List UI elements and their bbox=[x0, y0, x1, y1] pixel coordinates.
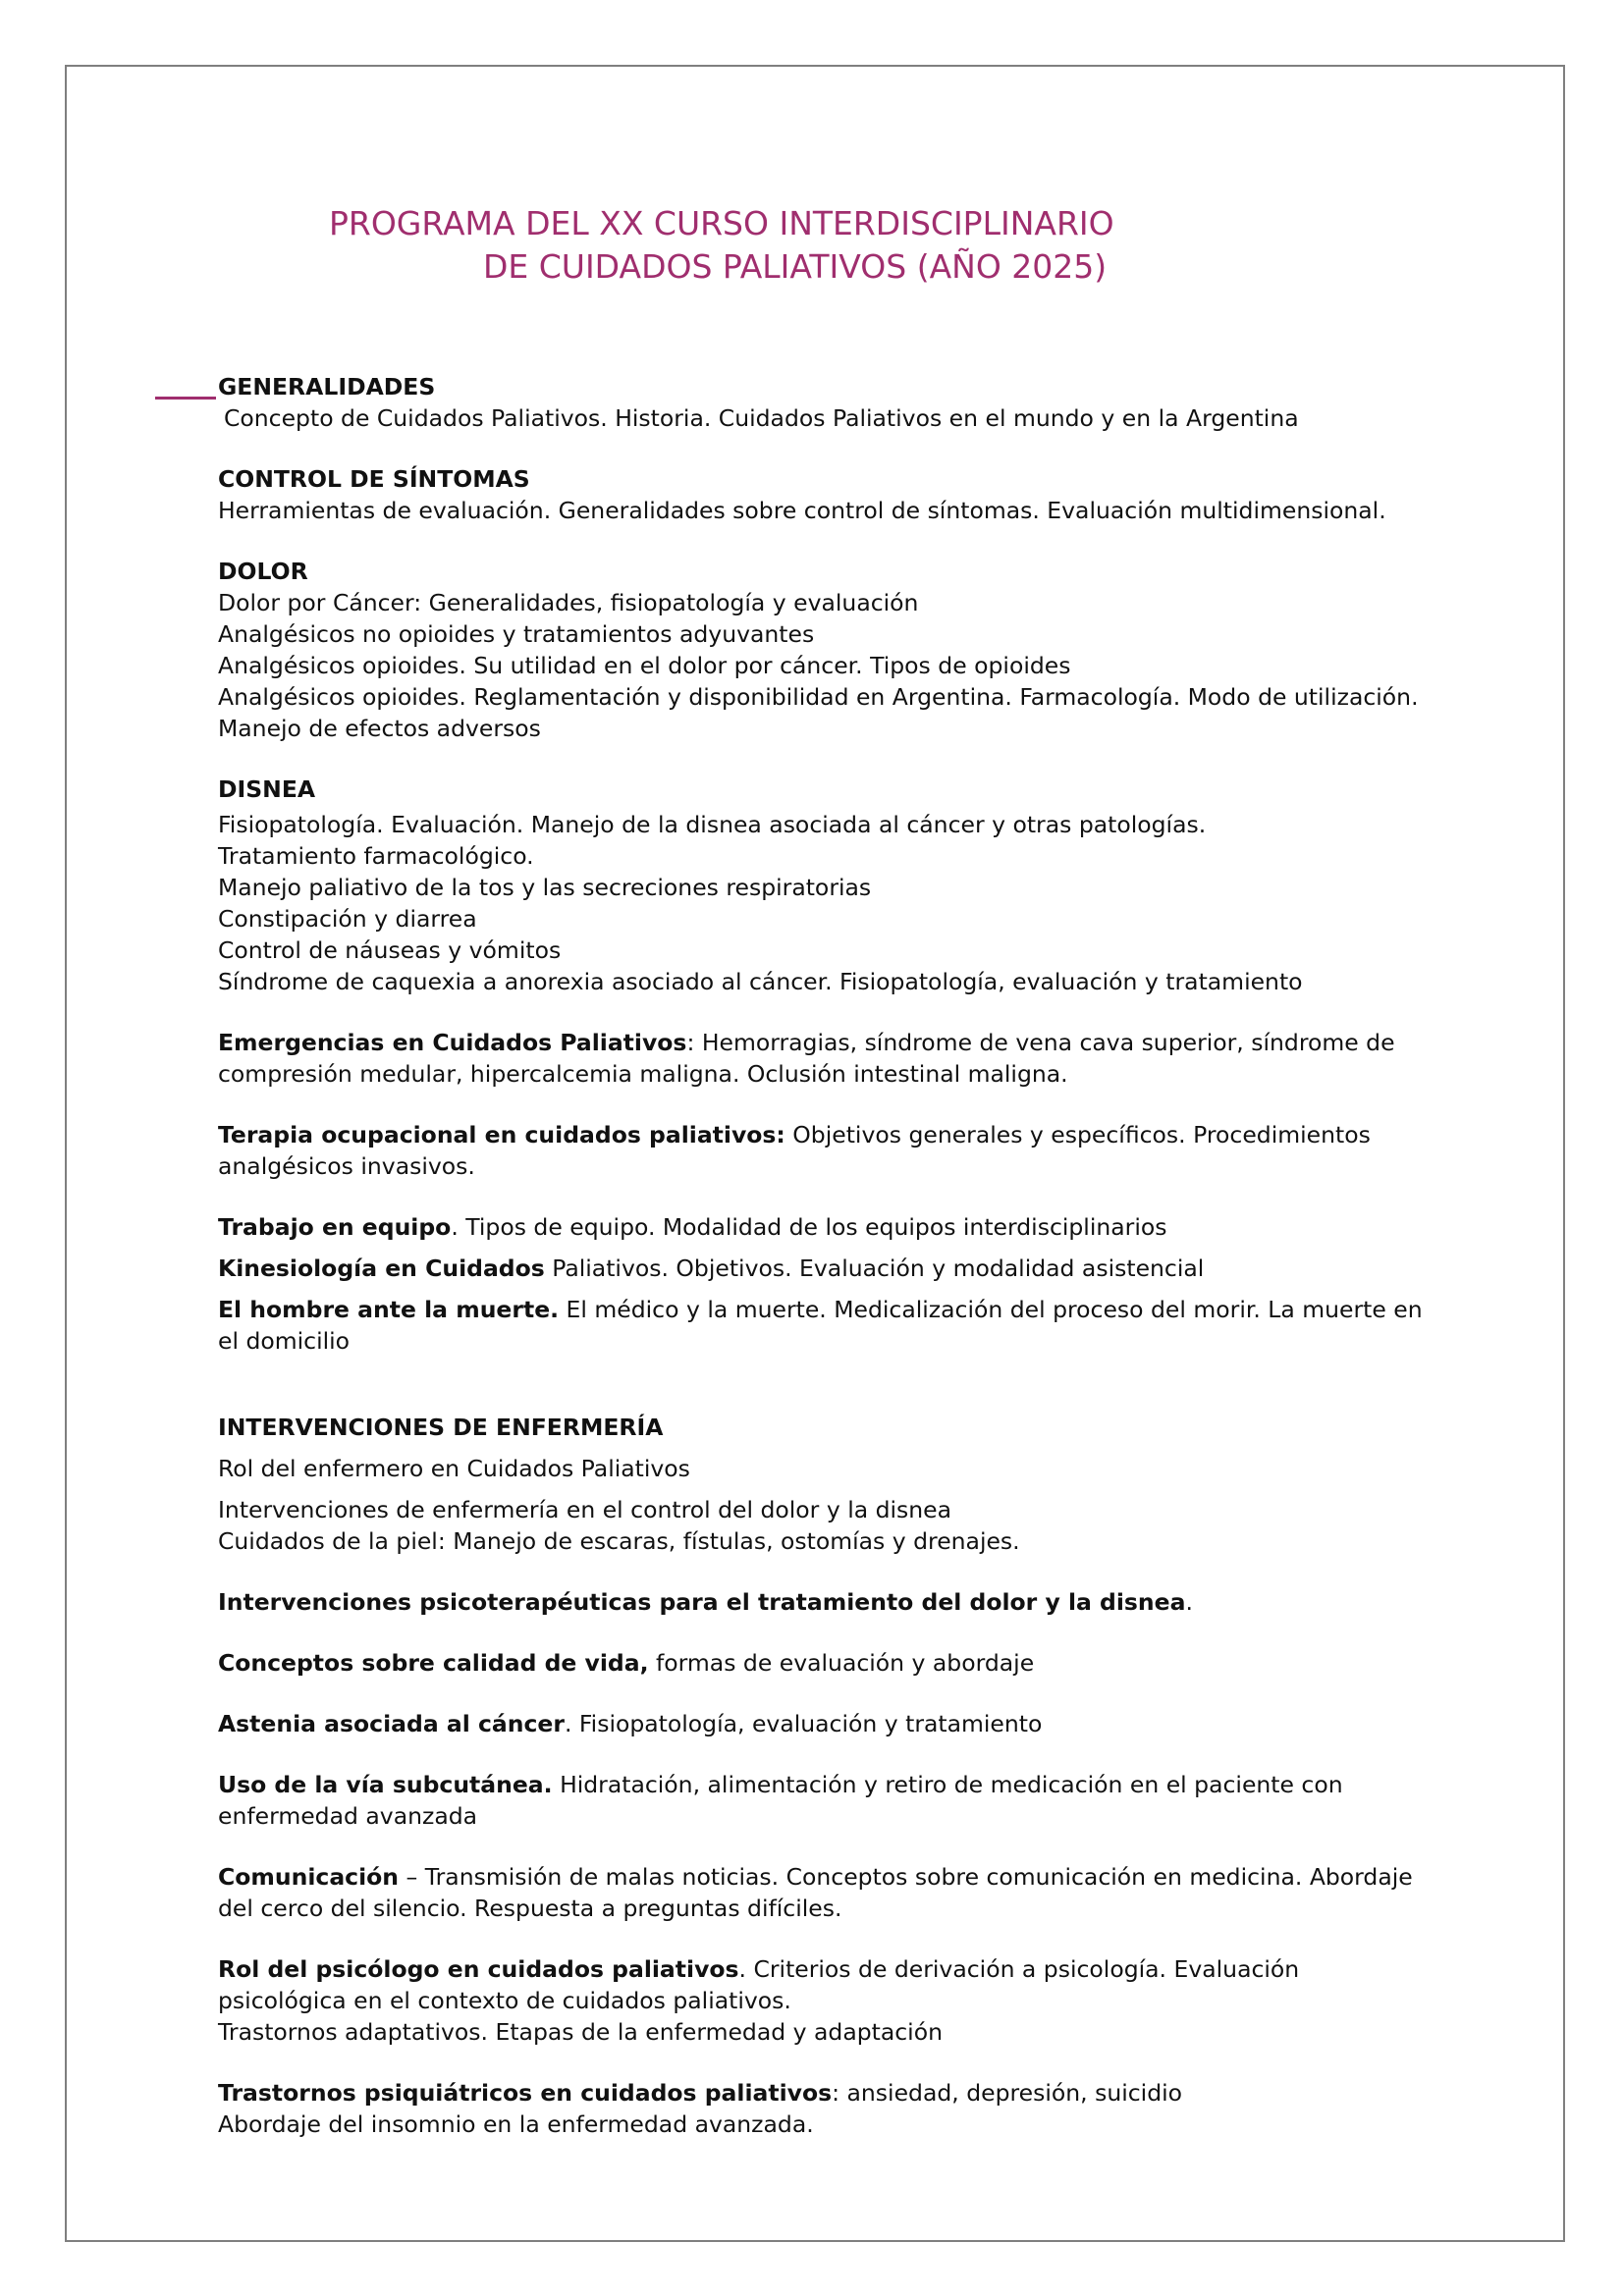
topic-comunicacion bbox=[218, 1861, 1426, 1924]
topic-text: Paliativos. Objetivos. Evaluación y modalidad asistencial bbox=[544, 1255, 1205, 1282]
section-generalidades bbox=[218, 371, 1426, 434]
topic-text: El médico y la muerte. Medicalización del proceso del morir. La muerte en el domicilio bbox=[218, 1296, 1423, 1355]
section-heading bbox=[218, 371, 1426, 402]
section-heading: INTERVENCIONES DE ENFERMERÍA bbox=[218, 1414, 664, 1441]
topic-via-subcutanea bbox=[218, 1769, 1426, 1832]
topic-text: – Transmisión de malas noticias. Conceptos sobre comunicación en medicina. Abordaje del cerco del silencio. Respuesta a preguntas difíciles. bbox=[218, 1863, 1413, 1922]
topic-bold: El hombre ante la muerte. bbox=[218, 1296, 560, 1323]
list-item: Control de náuseas y vómitos bbox=[218, 936, 562, 964]
title-line-2: DE CUIDADOS PALIATIVOS (AÑO 2025) bbox=[483, 247, 1108, 286]
topic-text: . bbox=[1185, 1588, 1193, 1616]
topic-trastornos-psiquiatricos bbox=[218, 2077, 1426, 2140]
topic-bold: Comunicación bbox=[218, 1863, 400, 1891]
topic-calidad-vida bbox=[218, 1647, 1426, 1679]
list-item: Intervenciones de enfermería en el control del dolor y la disnea bbox=[218, 1496, 952, 1523]
list-item: Tratamiento farmacológico. bbox=[218, 842, 534, 870]
list-item: Analgésicos no opioides y tratamientos adyuvantes bbox=[218, 620, 815, 648]
section-text: Herramientas de evaluación. Generalidades sobre control de síntomas. Evaluación multidimensional. bbox=[218, 497, 1386, 524]
topic-line: Abordaje del insomnio en la enfermedad avanzada. bbox=[218, 2110, 814, 2138]
section-heading: DISNEA bbox=[218, 775, 316, 803]
topic-kinesiologia bbox=[218, 1253, 1426, 1284]
list-item: Analgésicos opioides. Reglamentación y disponibilidad en Argentina. Farmacología. Modo de utilización. Manejo de efectos adversos bbox=[218, 683, 1419, 742]
topic-bold: Trastornos psiquiátricos en cuidados paliativos bbox=[218, 2079, 833, 2107]
section-dolor bbox=[218, 556, 1426, 744]
topic-astenia bbox=[218, 1708, 1426, 1739]
topic-bold: Intervenciones psicoterapéuticas para el tratamiento del dolor y la disnea bbox=[218, 1588, 1186, 1616]
topic-text: formas de evaluación y abordaje bbox=[648, 1649, 1035, 1677]
heading-text: GENERALIDADES bbox=[218, 373, 436, 400]
topic-bold: Emergencias en Cuidados Paliativos bbox=[218, 1029, 687, 1056]
topic-text: . Fisiopatología, evaluación y tratamiento bbox=[564, 1710, 1043, 1737]
section-text: Concepto de Cuidados Paliativos. Historia. Cuidados Paliativos en el mundo y en la Argentina bbox=[224, 404, 1299, 432]
topic-bold: Terapia ocupacional en cuidados paliativos: bbox=[218, 1121, 785, 1148]
section-enfermeria bbox=[218, 1412, 1426, 1557]
topic-bold: Uso de la vía subcutánea. bbox=[218, 1771, 553, 1798]
topic-text: . Tipos de equipo. Modalidad de los equipos interdisciplinarios bbox=[451, 1213, 1167, 1241]
list-item: Manejo paliativo de la tos y las secreciones respiratorias bbox=[218, 874, 872, 901]
topic-bold: Conceptos sobre calidad de vida, bbox=[218, 1649, 649, 1677]
topic-text: : Hemorragias, síndrome de vena cava superior, síndrome de compresión medular, hipercalcemia maligna. Oclusión intestinal maligna. bbox=[218, 1029, 1395, 1088]
topic-trabajo-equipo bbox=[218, 1211, 1426, 1243]
section-heading: DOLOR bbox=[218, 558, 308, 585]
topic-psicoterapeuticas bbox=[218, 1586, 1426, 1618]
list-item: Dolor por Cáncer: Generalidades, fisiopatología y evaluación bbox=[218, 589, 919, 616]
topic-paragraph bbox=[218, 2077, 1426, 2109]
section-heading: CONTROL DE SÍNTOMAS bbox=[218, 465, 530, 493]
topic-text: . Criterios de derivación a psicología. Evaluación psicológica en el contexto de cuidados paliativos. bbox=[218, 1955, 1300, 2014]
list-item: Síndrome de caquexia a anorexia asociado al cáncer. Fisiopatología, evaluación y tratamiento bbox=[218, 968, 1303, 995]
topic-hombre-muerte bbox=[218, 1294, 1426, 1357]
list-item: Cuidados de la piel: Manejo de escaras, fístulas, ostomías y drenajes. bbox=[218, 1527, 1020, 1555]
list-item: Constipación y diarrea bbox=[218, 905, 477, 933]
program-content bbox=[218, 371, 1426, 2140]
section-control-sintomas bbox=[218, 463, 1426, 526]
topic-bold: Trabajo en equipo bbox=[218, 1213, 452, 1241]
topic-line: Trastornos adaptativos. Etapas de la enfermedad y adaptación bbox=[218, 2018, 943, 2046]
list-item: Analgésicos opioides. Su utilidad en el dolor por cáncer. Tipos de opioides bbox=[218, 652, 1071, 679]
underline-mark bbox=[155, 371, 216, 400]
topic-text: : ansiedad, depresión, suicidio bbox=[832, 2079, 1183, 2107]
list-item: Rol del enfermero en Cuidados Paliativos bbox=[218, 1455, 690, 1482]
topic-rol-psicologo bbox=[218, 1953, 1426, 2048]
topic-text: Hidratación, alimentación y retiro de medicación en el paciente con enfermedad avanzada bbox=[218, 1771, 1343, 1830]
topic-bold: Rol del psicólogo en cuidados paliativos bbox=[218, 1955, 739, 1983]
topic-bold: Kinesiología en Cuidados bbox=[218, 1255, 545, 1282]
topic-paragraph bbox=[218, 1953, 1426, 2016]
section-disnea bbox=[218, 774, 1426, 997]
title-line-1: PROGRAMA DEL XX CURSO INTERDISCIPLINARIO bbox=[329, 204, 1114, 242]
list-item: Fisiopatología. Evaluación. Manejo de la disnea asociada al cáncer y otras patologías. bbox=[218, 811, 1207, 838]
topic-emergencias bbox=[218, 1027, 1426, 1090]
topic-bold: Astenia asociada al cáncer bbox=[218, 1710, 565, 1737]
topic-terapia-ocupacional bbox=[218, 1119, 1426, 1182]
topic-text: Objetivos generales y específicos. Procedimientos analgésicos invasivos. bbox=[218, 1121, 1371, 1180]
